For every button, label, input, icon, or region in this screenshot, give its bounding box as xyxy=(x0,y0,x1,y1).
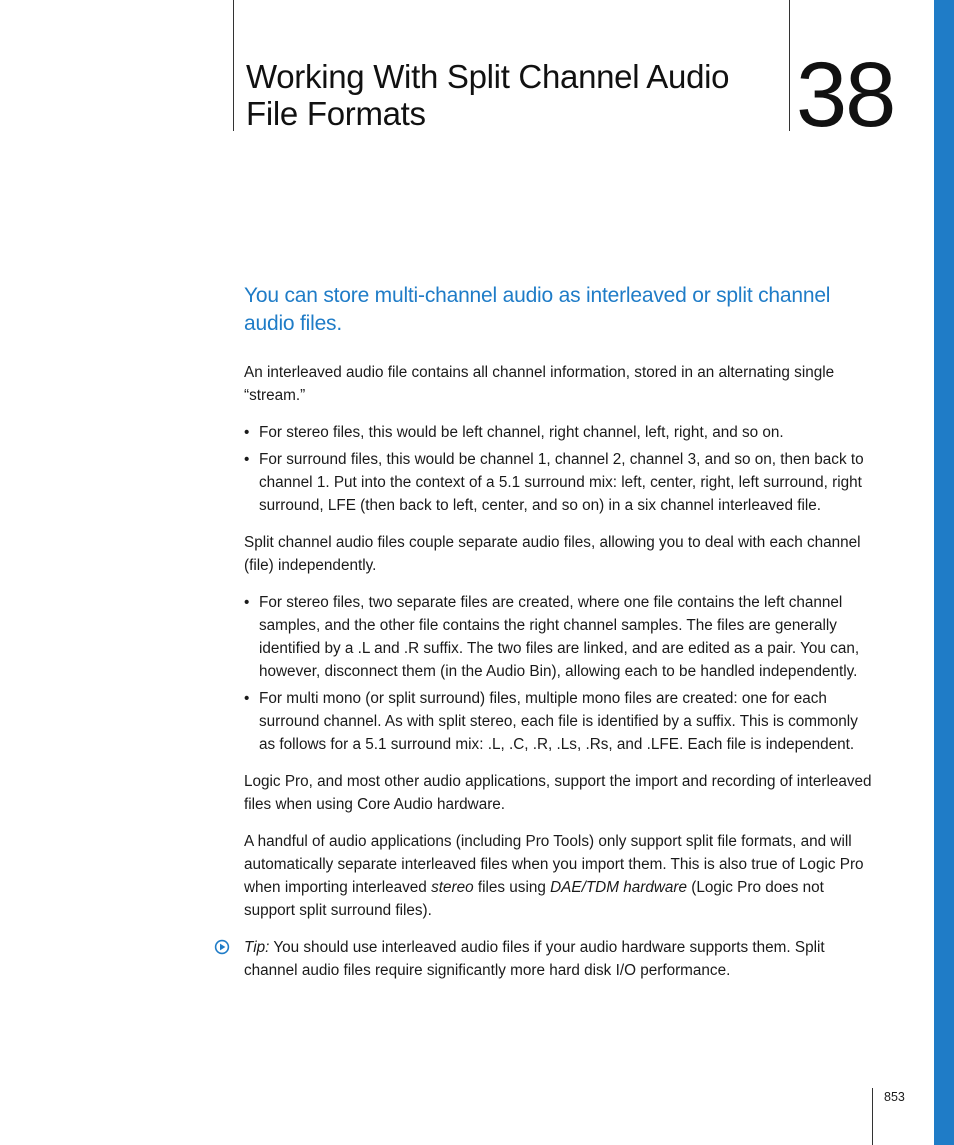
paragraph-text: files using xyxy=(473,879,551,896)
bullet-glyph: • xyxy=(244,594,250,611)
bullet-glyph: • xyxy=(244,690,250,707)
footer-rule xyxy=(872,1088,873,1145)
list-item-text: For stereo files, two separate files are created, where one file contains the left channel samples, and the other file contains the right channel samples. The files are generally identified by a .L and .R suffix. The two files are linked, and are edited as a pair. You can, however, disconnect them (in the Audio Bin), allowing each to be handled independently. xyxy=(259,594,860,680)
list-item xyxy=(244,687,872,756)
list-item xyxy=(244,421,872,444)
list-item xyxy=(244,448,872,517)
bullet-glyph: • xyxy=(244,451,250,468)
body-content xyxy=(244,361,872,996)
chapter-title xyxy=(246,58,776,132)
chapter-side-bar xyxy=(934,0,954,1145)
list-item xyxy=(244,591,872,683)
tip-paragraph xyxy=(244,936,872,982)
list-item-text: For stereo files, this would be left channel, right channel, left, right, and so on. xyxy=(259,424,784,441)
list-interleaved xyxy=(244,421,872,517)
list-split-channel xyxy=(244,591,872,756)
paragraph-text: A handful of audio applications (including Pro Tools) only support split file formats, and will automatically separate interleaved files when you import them. This is also true of Logic Pro when importing interleaved xyxy=(244,833,864,896)
tip-label: Tip: xyxy=(244,939,270,956)
bullet-glyph: • xyxy=(244,424,250,441)
paragraph-text: (Logic Pro does not support split surround files). xyxy=(244,879,824,919)
chapter-number: 38 xyxy=(796,44,895,146)
paragraph-logic-pro: Logic Pro, and most other audio applications, support the import and recording of interleaved files when using Core Audio hardware. xyxy=(244,773,872,813)
paragraph-pro-tools xyxy=(244,830,872,922)
emphasis-dae-tdm: DAE/TDM hardware xyxy=(550,879,687,896)
page-number: 853 xyxy=(884,1090,905,1104)
list-item-text: For surround files, this would be channel 1, channel 2, channel 3, and so on, then back to channel 1. Put into the context of a 5.1 surround mix: left, center, right, left surround, right surround, LFE (then back to left, center, and so on) in a six channel interleaved file. xyxy=(259,451,864,514)
title-rule-left xyxy=(233,0,234,131)
chapter-title-line2: File Formats xyxy=(246,95,426,132)
chapter-title-line1: Working With Split Channel Audio xyxy=(246,58,730,95)
tip-text: You should use interleaved audio files if your audio hardware supports them. Split channel audio files require significantly more hard disk I/O performance. xyxy=(244,939,825,979)
paragraph-split-channel: Split channel audio files couple separate audio files, allowing you to deal with each channel (file) independently. xyxy=(244,534,861,574)
section-heading: You can store multi-channel audio as interleaved or split channel audio files. xyxy=(244,284,831,335)
emphasis-stereo: stereo xyxy=(431,879,474,896)
paragraph-interleaved: An interleaved audio file contains all channel information, stored in an alternating single “stream.” xyxy=(244,364,835,404)
play-triangle-icon xyxy=(214,939,230,955)
title-rule-right xyxy=(789,0,790,131)
list-item-text: For multi mono (or split surround) files, multiple mono files are created: one for each surround channel. As with split stereo, each file is identified by a suffix. This is commonly as follows for a 5.1 surround mix: .L, .C, .R, .Ls, .Rs, and .LFE. Each file is independent. xyxy=(259,690,858,753)
